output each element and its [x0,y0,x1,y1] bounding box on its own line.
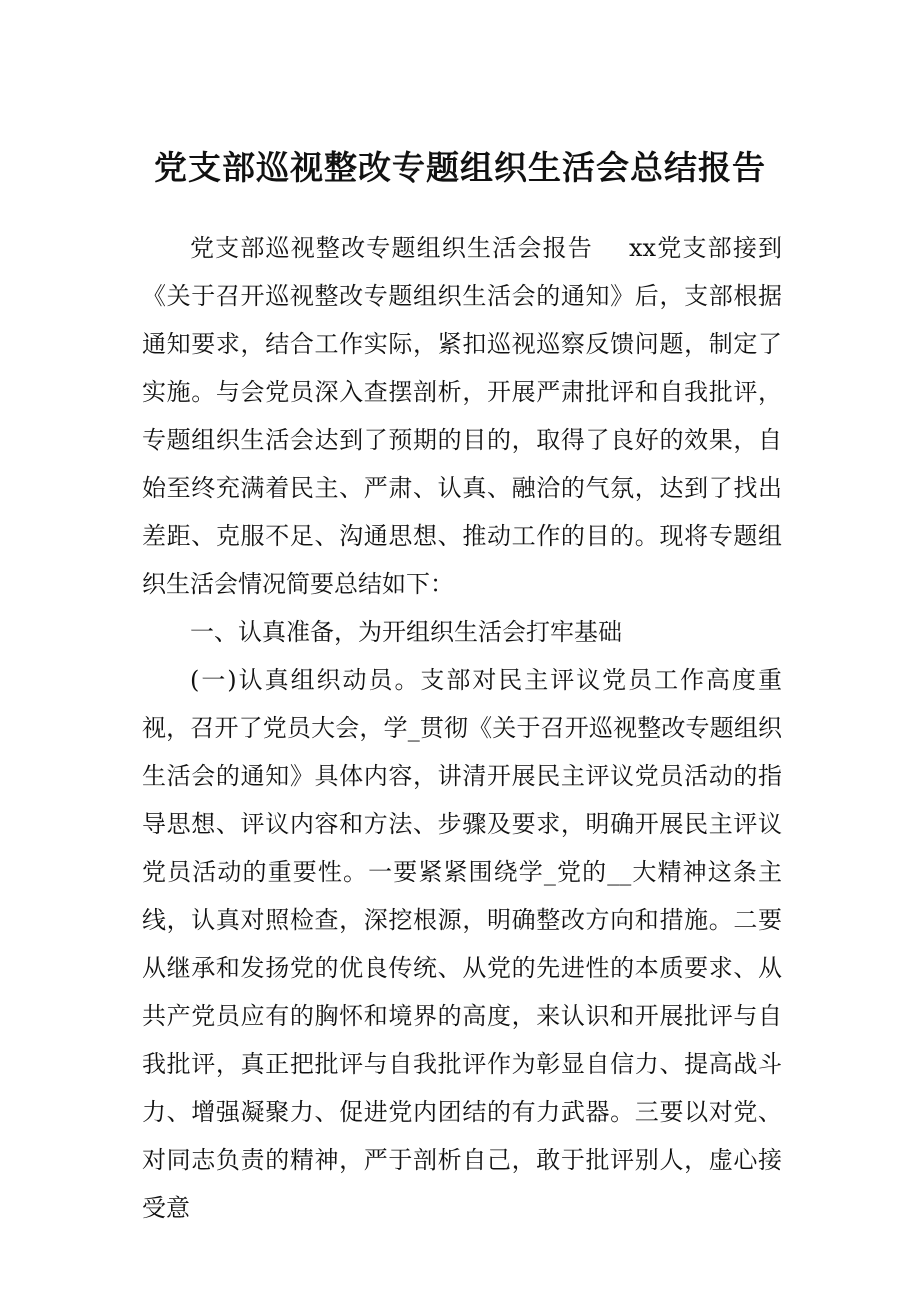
section-1-paragraph-1: (一)认真组织动员。支部对民主评议党员工作高度重视，召开了党员大会，学_贯彻《关于召开巡视整改专题组织生活会的通知》具体内容，讲清开展民主评议党员活动的指导思想、评议内容和方法、步骤及要求，明确开展民主评议党员活动的重要性。一要紧紧围绕学_党的__大精神这条主线，认真对照检查，深挖根源，明确整改方向和措施。二要从继承和发扬党的优良传统、从党的先进性的本质要求、从共产党员应有的胸怀和境界的高度，来认识和开展批评与自我批评，真正把批评与自我批评作为彰显自信力、提高战斗力、增强凝聚力、促进党内团结的有力武器。三要以对党、对同志负责的精神，严于剖析自己，敢于批评别人，虚心接受意 [142,666,782,1222]
document-body [142,224,782,1232]
document-title: 党支部巡视整改专题组织生活会总结报告 [154,148,766,187]
report-lead-title: 党支部巡视整改专题组织生活会报告 [190,234,593,262]
intro-paragraph-text: xx党支部接到《关于召开巡视整改专题组织生活会的通知》后，支部根据通知要求，结合工作实际，紧扣巡视巡察反馈问题，制定了实施。与会党员深入查摆剖析，开展严肃批评和自我批评，专题组织生活会达到了预期的目的，取得了良好的效果，自始至终充满着民主、严肃、认真、融洽的气氛，达到了找出差距、克服不足、沟通思想、推动工作的目的。现将专题组织生活会情况简要总结如下： [142,234,783,598]
intro-paragraph [142,224,782,608]
section-heading-1: 一、认真准备，为开组织生活会打牢基础 [190,618,622,646]
